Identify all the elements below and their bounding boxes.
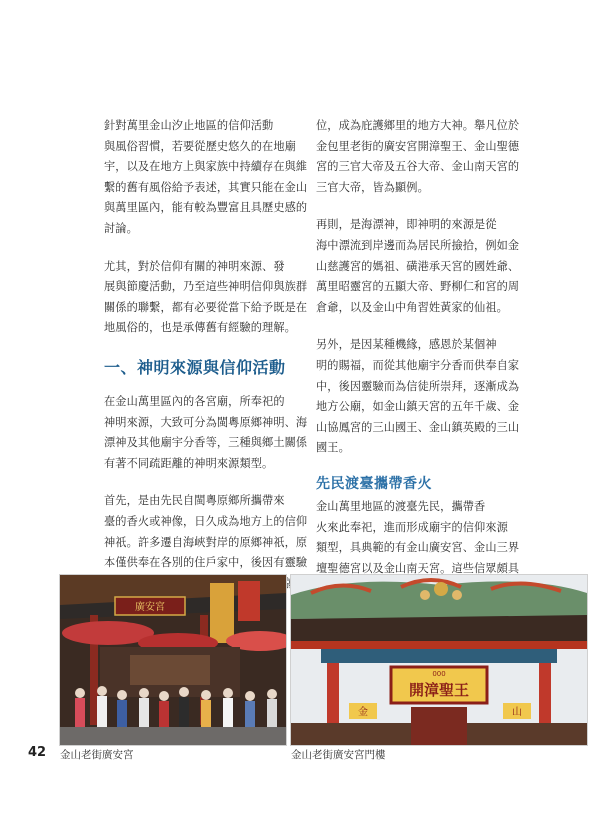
side-plaque-left-text: 金 (358, 707, 368, 718)
subsection-title: 先民渡臺攜帶香火 (316, 475, 432, 492)
paragraph: 尤其，對於信仰有關的神明來源、發 展與節慶活動，乃至這些神明信仰與族群 關係的聯繫，都有必要從當下給予既是在 地風俗的，也是承傳舊有經驗的理解。 (104, 259, 308, 335)
right-text-column (316, 116, 538, 600)
temple-street-photo (60, 575, 286, 745)
temple-sign-text: 廣安宮 (135, 602, 165, 613)
left-text-column (104, 116, 326, 594)
plaque-top-text: 000 (432, 670, 446, 678)
paragraph: 另外，是因某種機緣，感恩於某個神 明的賜福，而從其他廟宇分香而供奉自家 中，後因靈驗而為信徒所崇拜，逐漸成為 地方公廟，如金山鎮天宮的五年千歲、金 山協鳳宮的三山國王、金山鎮英殿的三山 國王。 (316, 338, 520, 455)
page-number: 42 (28, 745, 47, 760)
paragraph: 在金山萬里區內的各宮廟，所奉祀的 神明來源，大致可分為閩粵原鄉神明、海 漂神及其他廟宇分香等，三種與鄉土關係 有著不同疏距離的神明來源類型。 (104, 394, 308, 470)
paragraph: 首先，是由先民自閩粵原鄉所攜帶來 臺的香火或神像，日久成為地方上的信仰 神祇。許多遷自海峽對岸的原鄉神祇，原 本僅供奉在各別的住戶家中，後因有靈驗 (104, 494, 308, 570)
plaque-text: 開漳聖王 (408, 681, 470, 699)
paragraph: 再則，是海漂神，即神明的來源是從 海中漂流到岸邊而為居民所撿拾，例如金 山慈護宮的媽祖、磺港承天宮的國姓爺、 萬里昭靈宮的五顯大帝、野柳仁和宮的周 倉爺，以及金山中角習姓黃家的仙祖。 (316, 218, 520, 314)
section-title: 一、神明來源與信仰活動 (104, 357, 286, 377)
paragraph: 針對萬里金山汐止地區的信仰活動 與風俗習慣，若要從歷史悠久的在地廟 宇，以及在地方上與家族中持續存在與維 繫的舊有風俗給予表述，其實只能在金山 與萬里區內，能有較為豐富且具歷史感的 討論。 (104, 119, 308, 235)
side-plaque-right-text: 山 (512, 707, 522, 718)
photo-caption-right: 金山老街廣安宮門樓 (291, 749, 386, 761)
paragraph: 位，成為庇護鄉里的地方大神。舉凡位於 金包里老街的廣安宮開漳聖王、金山聖德 宮的三官大帝及五谷大帝、金山南天宮的 三官大帝，皆為顯例。 (316, 119, 520, 194)
temple-gate-photo (291, 575, 587, 745)
paragraph: 金山萬里地區的渡臺先民，攜帶香 火來此奉祀，進而形成廟宇的信仰來源 類型，具典範的有金山廣安宮、金山三界 壇聖德宮以及金山南天宮。這些信眾頗具 (316, 499, 520, 575)
photo-caption-left: 金山老街廣安宮 (60, 749, 134, 761)
